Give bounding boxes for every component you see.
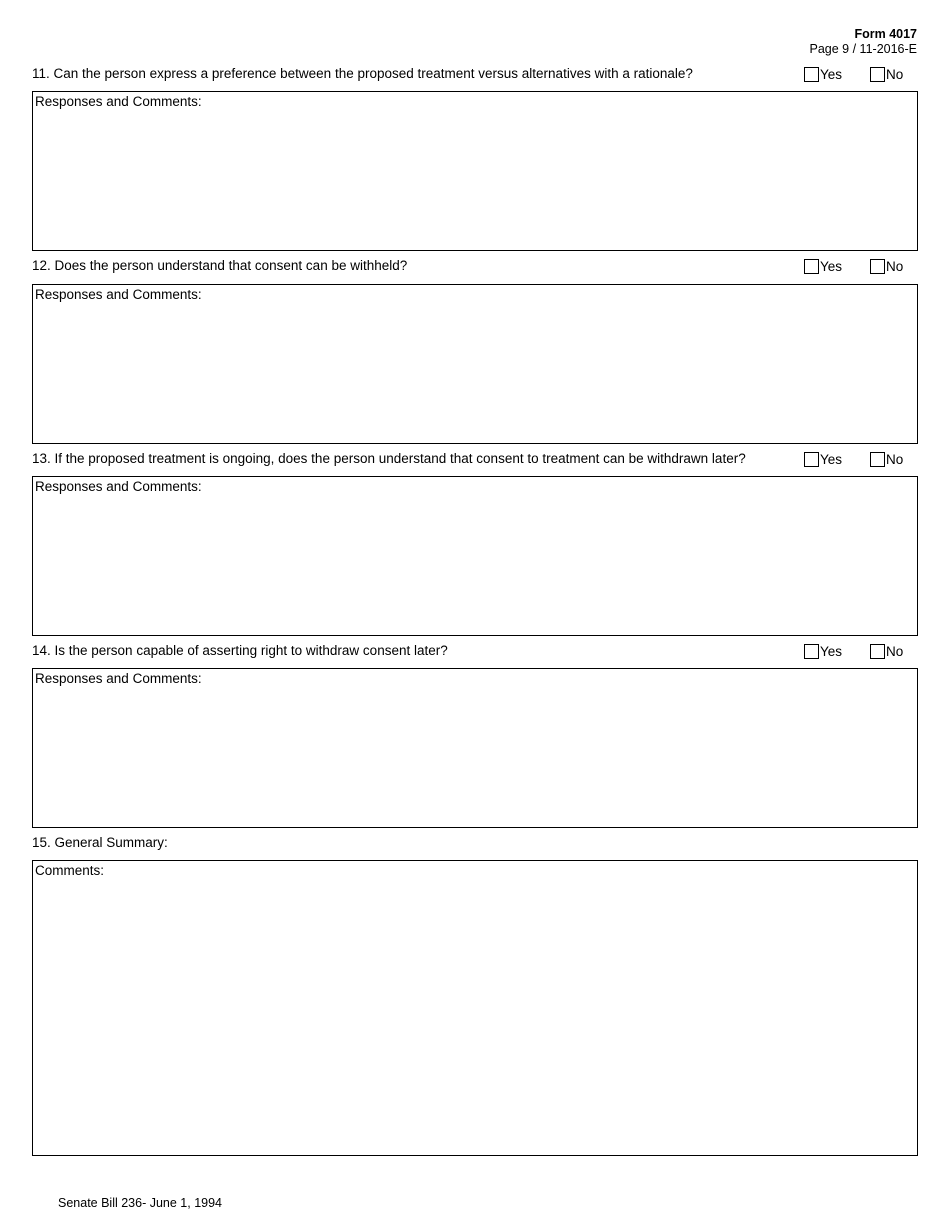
question-11-no-checkbox[interactable]	[870, 67, 885, 82]
question-13-response-box[interactable]	[32, 476, 918, 636]
question-14-no-checkbox[interactable]	[870, 644, 885, 659]
question-13-yes-checkbox[interactable]	[804, 452, 819, 467]
page-info: Page 9 / 11-2016-E	[809, 42, 917, 56]
no-label: No	[886, 259, 904, 274]
yes-label: Yes	[820, 67, 843, 82]
question-11-yes[interactable]	[804, 66, 842, 83]
comments-label: Comments:	[35, 863, 105, 878]
question-12-response-box[interactable]	[32, 284, 918, 444]
form-header	[810, 27, 917, 57]
question-14-yes[interactable]	[804, 643, 842, 660]
question-13-text: 13. If the proposed treatment is ongoing, does the person understand that consent to treatment can be withdrawn later?	[32, 451, 746, 466]
question-12-yes-checkbox[interactable]	[804, 259, 819, 274]
no-label: No	[886, 67, 904, 82]
general-summary-text: 15. General Summary:	[32, 835, 168, 850]
question-14-no[interactable]	[870, 643, 903, 660]
question-11-text: 11. Can the person express a preference between the proposed treatment versus alternatives with a rationale?	[32, 66, 693, 81]
question-14	[32, 641, 918, 661]
question-14-text: 14. Is the person capable of asserting right to withdraw consent later?	[32, 643, 448, 658]
footer-text: Senate Bill 236- June 1, 1994	[58, 1196, 223, 1210]
general-summary-comments-box[interactable]	[32, 860, 918, 1156]
question-11-no[interactable]	[870, 66, 903, 83]
response-box-label: Responses and Comments:	[35, 479, 202, 494]
form-number: Form 4017	[854, 27, 917, 41]
no-label: No	[886, 452, 904, 467]
yes-label: Yes	[820, 452, 843, 467]
question-11-yes-checkbox[interactable]	[804, 67, 819, 82]
no-label: No	[886, 644, 904, 659]
question-12-no[interactable]	[870, 258, 903, 275]
response-box-label: Responses and Comments:	[35, 287, 202, 302]
question-13	[32, 449, 918, 469]
question-12-yes[interactable]	[804, 258, 842, 275]
question-13-no-checkbox[interactable]	[870, 452, 885, 467]
question-13-no[interactable]	[870, 451, 903, 468]
yes-label: Yes	[820, 644, 843, 659]
question-14-response-box[interactable]	[32, 668, 918, 828]
question-12	[32, 256, 918, 276]
response-box-label: Responses and Comments:	[35, 671, 202, 686]
question-11	[32, 64, 918, 84]
yes-label: Yes	[820, 259, 843, 274]
response-box-label: Responses and Comments:	[35, 94, 202, 109]
question-12-no-checkbox[interactable]	[870, 259, 885, 274]
question-13-yes[interactable]	[804, 451, 842, 468]
question-11-response-box[interactable]	[32, 91, 918, 251]
question-14-yes-checkbox[interactable]	[804, 644, 819, 659]
general-summary	[32, 833, 918, 853]
question-12-text: 12. Does the person understand that consent can be withheld?	[32, 258, 408, 273]
